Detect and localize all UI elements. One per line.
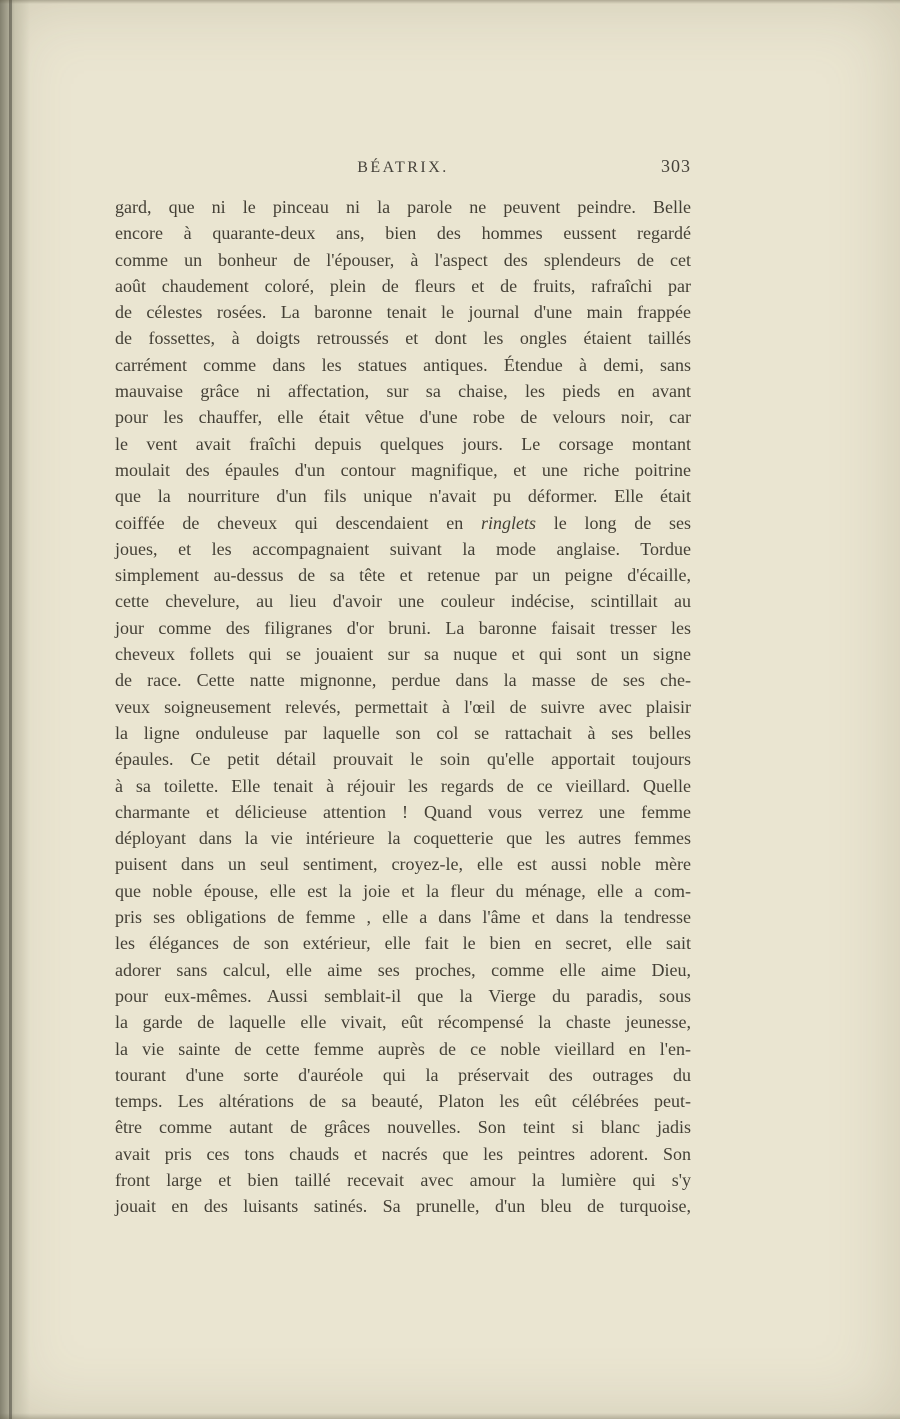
text-line: veux soigneusement relevés, permettait à l'œil de suivre avec plaisir [115,696,691,717]
text-line: le vent avait fraîchi depuis quelques jours. Le corsage montant [115,433,691,454]
text-line: adorer sans calcul, elle aime ses proches, comme elle aime Dieu, [115,959,691,980]
text-line: front large et bien taillé recevait avec amour la lumière qui s'y [115,1169,691,1190]
page-text [115,194,691,1220]
text-line: de race. Cette natte mignonne, perdue dans la masse de ses che- [115,670,691,691]
text-line: être comme autant de grâces nouvelles. Son teint si blanc jadis [115,1117,691,1138]
text-line: moulait des épaules d'un contour magnifique, et une riche poitrine [115,459,691,480]
text-line: août chaudement coloré, plein de fleurs et de fruits, rafraîchi par [115,275,691,296]
italic-word: ringlets [481,512,537,533]
text-line: puisent dans un seul sentiment, croyez-le, elle est aussi noble mère [115,854,691,875]
text-line: pour eux-mêmes. Aussi semblait-il que la Vierge du paradis, sous [115,985,691,1006]
text-line: cheveux follets qui se jouaient sur sa nuque et qui sont un signe [115,644,691,665]
text-line: que la nourriture d'un fils unique n'avait pu déformer. Elle était [115,486,691,507]
page-edge-line [9,0,12,1419]
text-line: charmante et délicieuse attention ! Quand vous verrez une femme [115,801,691,822]
text-line: tourant d'une sorte d'auréole qui la préservait des outrages du [115,1064,691,1085]
page-content [115,156,691,1220]
text-line: temps. Les altérations de sa beauté, Platon les eût célébrées peut- [115,1091,691,1112]
text-line: pris ses obligations de femme , elle a dans l'âme et dans la tendresse [115,907,691,928]
text-line: de fossettes, à doigts retroussés et dont les ongles étaient taillés [115,328,691,349]
running-head-title: BÉATRIX. [357,159,449,176]
text-line: jour comme des filigranes d'or bruni. La baronne faisait tresser les [115,617,691,638]
text-line: pour les chauffer, elle était vêtue d'une robe de velours noir, car [115,407,691,428]
text-line: encore à quarante-deux ans, bien des hommes eussent regardé [115,223,691,244]
text-line: jouait en des luisants satinés. Sa prunelle, d'un bleu de turquoise, [115,1196,691,1217]
page-top-edge-shadow [0,0,900,4]
text-line: déployant dans la vie intérieure la coquetterie que les autres femmes [115,828,691,849]
text-line: coiffée de cheveux qui descendaient en ringlets le long de ses [115,512,691,533]
text-line: la vie sainte de cette femme auprès de ce noble vieillard en l'en- [115,1038,691,1059]
text-line: de célestes rosées. La baronne tenait le journal d'une main frappée [115,302,691,323]
text-line: épaules. Ce petit détail prouvait le soin qu'elle apportait toujours [115,749,691,770]
text-line: cette chevelure, au lieu d'avoir une couleur indécise, scintillait au [115,591,691,612]
text-line: les élégances de son extérieur, elle fait le bien en secret, elle sait [115,933,691,954]
text-line: avait pris ces tons chauds et nacrés que les peintres adorent. Son [115,1143,691,1164]
text-line: à sa toilette. Elle tenait à réjouir les regards de ce vieillard. Quelle [115,775,691,796]
text-line: gard, que ni le pinceau ni la parole ne peuvent peindre. Belle [115,197,691,217]
page-number: 303 [661,156,691,176]
page-binding-shadow [0,0,30,1419]
text-line: simplement au-dessus de sa tête et retenue par un peigne d'écaille, [115,565,691,586]
running-head [115,156,691,182]
page-bottom-edge-shadow [0,1413,900,1419]
text-line: la ligne onduleuse par laquelle son col se rattachait à ses belles [115,722,691,743]
text-line: la garde de laquelle elle vivait, eût récompensé la chaste jeunesse, [115,1012,691,1033]
text-line: carrément comme dans les statues antiques. Étendue à demi, sans [115,354,691,375]
text-line: que noble épouse, elle est la joie et la fleur du ménage, elle a com- [115,880,691,901]
text-line: comme un bonheur de l'épouser, à l'aspect des splendeurs de cet [115,249,691,270]
text-line: joues, et les accompagnaient suivant la mode anglaise. Tordue [115,538,691,559]
text-line: mauvaise grâce ni affectation, sur sa chaise, les pieds en avant [115,381,691,402]
